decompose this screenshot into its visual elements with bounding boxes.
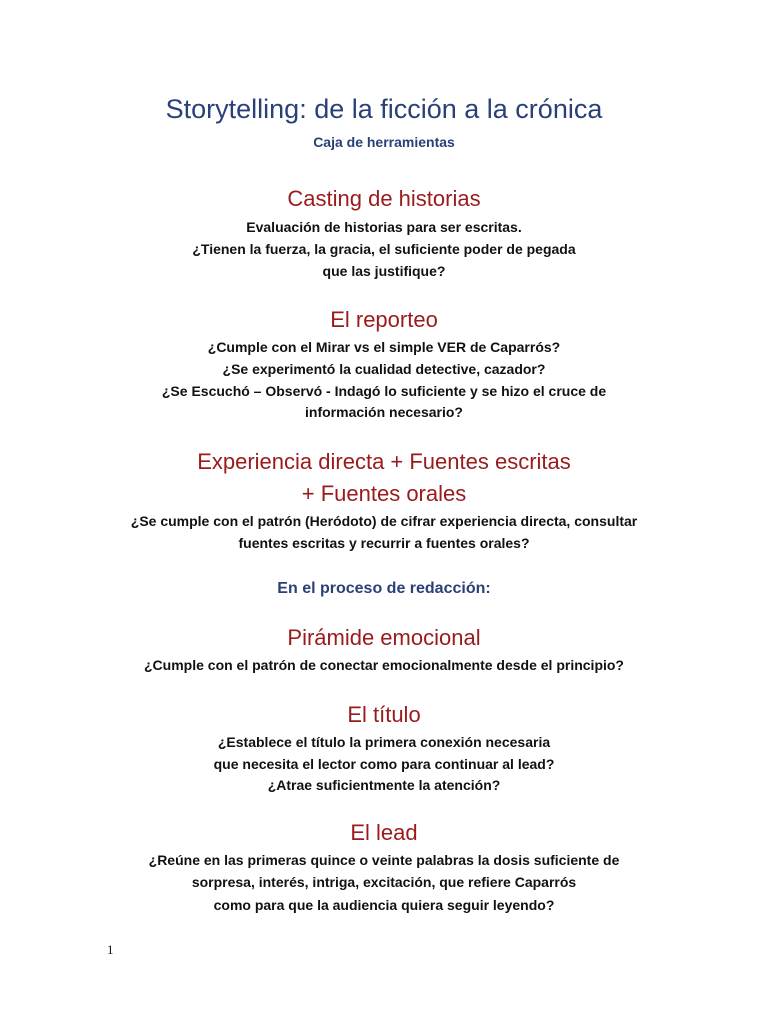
section-heading-lead: El lead: [350, 820, 418, 845]
section-heading-reporteo: El reporteo: [330, 307, 438, 332]
section-line: ¿Cumple con el patrón de conectar emocionalmente desde el principio?: [144, 657, 624, 673]
section-line: información necesario?: [305, 404, 463, 420]
section-heading-experiencia: Experiencia directa + Fuentes escritas: [197, 449, 571, 474]
page-title: Storytelling: de la ficción a la crónica: [165, 94, 603, 124]
section-line: Evaluación de historias para ser escritas.: [246, 219, 522, 235]
process-subheading: En el proceso de redacción:: [277, 580, 491, 597]
page-subtitle: Caja de herramientas: [313, 134, 455, 150]
section-line: que necesita el lector como para continuar al lead?: [213, 756, 555, 772]
section-heading-piramide: Pirámide emocional: [287, 625, 481, 650]
section-heading-titulo: El título: [347, 702, 421, 727]
section-line: ¿Se experimentó la cualidad detective, cazador?: [222, 361, 546, 377]
section-line: fuentes escritas y recurrir a fuentes orales?: [238, 535, 530, 551]
section-heading-experiencia-cont: + Fuentes orales: [301, 481, 467, 506]
section-heading-casting: Casting de historias: [287, 186, 481, 211]
section-line: ¿Reúne en las primeras quince o veinte palabras la dosis suficiente de: [148, 852, 620, 868]
section-line: ¿Atrae suficientmente la atención?: [267, 777, 501, 793]
page-number: 1: [107, 942, 114, 957]
section-line: ¿Se cumple con el patrón (Heródoto) de cifrar experiencia directa, consultar: [130, 513, 638, 529]
section-line: ¿Tienen la fuerza, la gracia, el suficiente poder de pegada: [192, 241, 576, 257]
section-line: ¿Cumple con el Mirar vs el simple VER de Caparrós?: [207, 339, 561, 355]
section-line: sorpresa, interés, intriga, excitación, que refiere Caparrós: [191, 874, 577, 890]
section-line: ¿Se Escuchó – Observó - Indagó lo suficiente y se hizo el cruce de: [161, 383, 607, 399]
section-line: como para que la audiencia quiera seguir leyendo?: [213, 897, 555, 913]
section-line: que las justifique?: [322, 263, 446, 279]
section-line: ¿Establece el título la primera conexión necesaria: [217, 734, 551, 750]
